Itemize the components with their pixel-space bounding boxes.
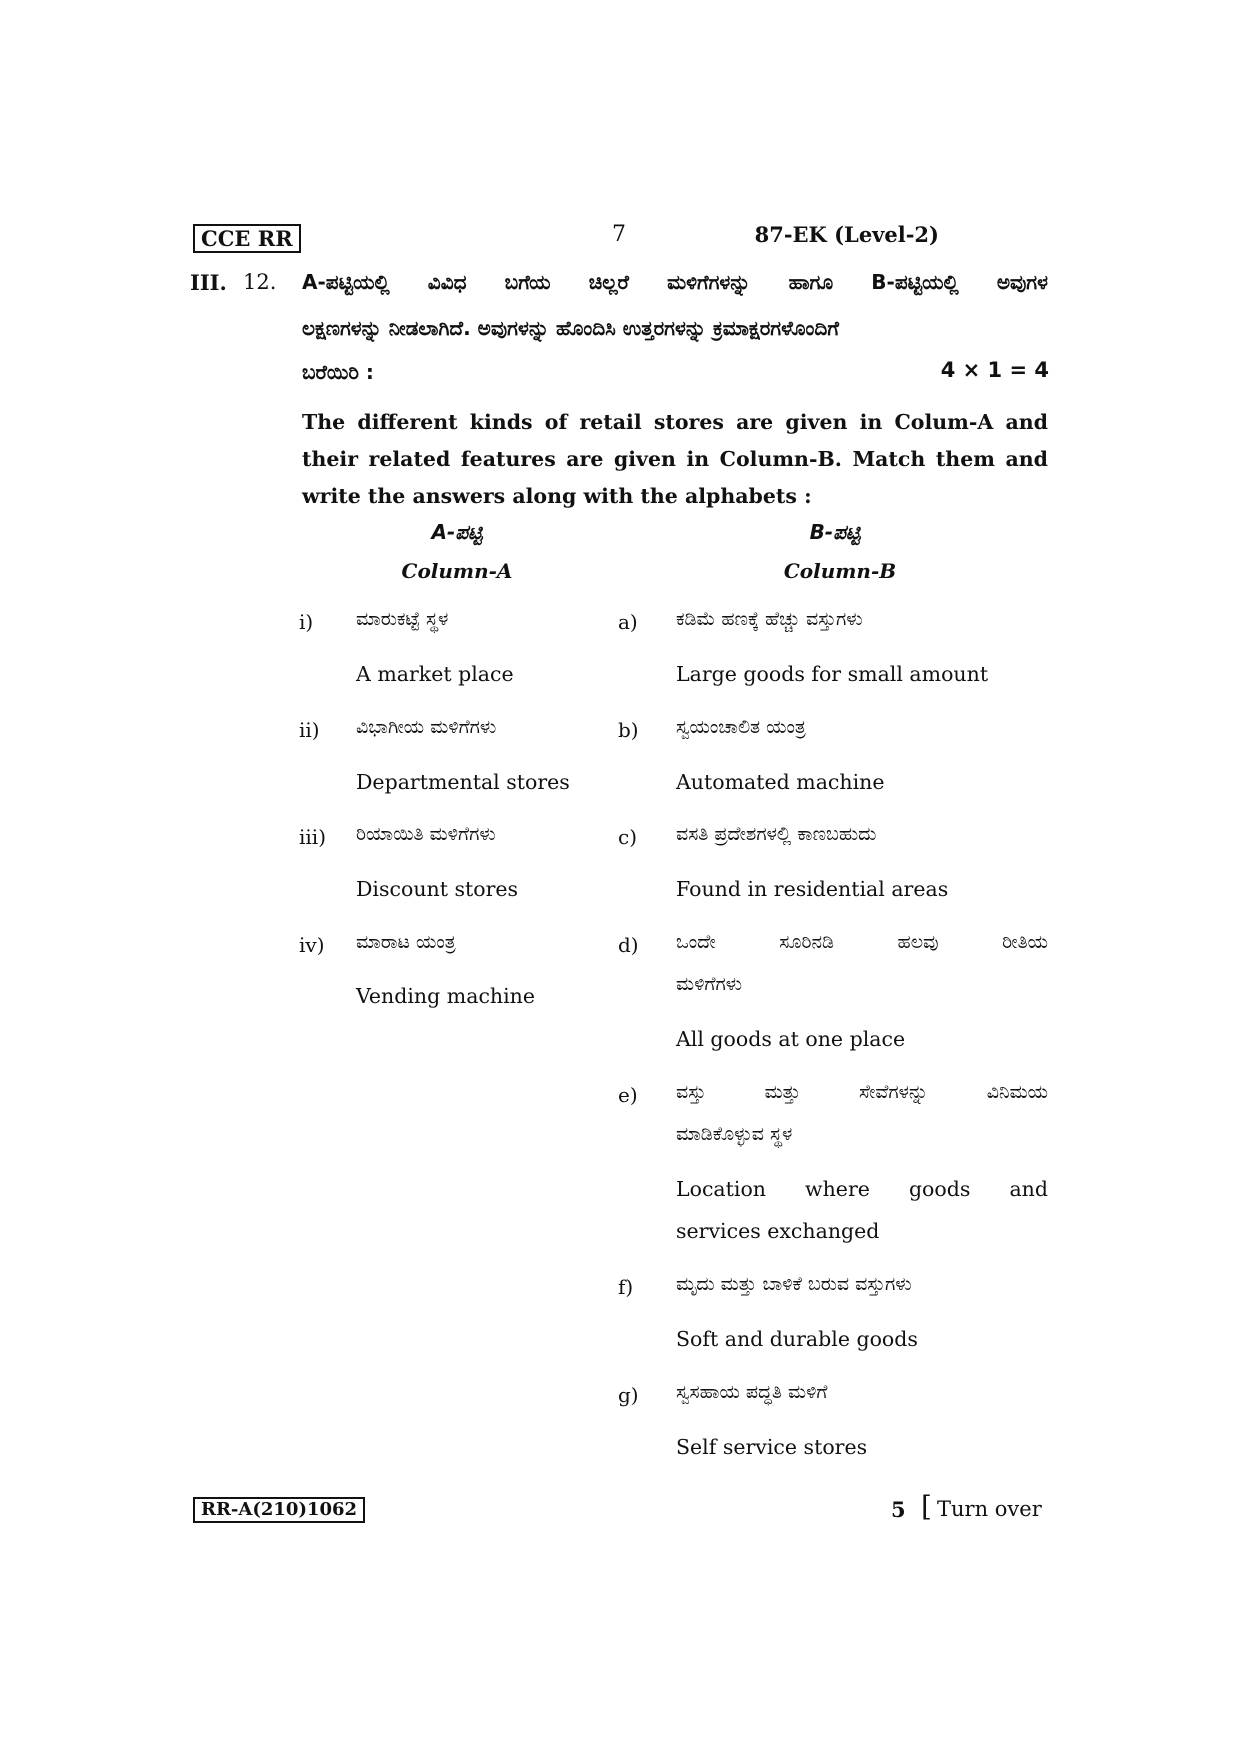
column-b-label: c) xyxy=(618,825,638,849)
column-a-english-item: A market place xyxy=(356,662,514,686)
column-a-label: ii) xyxy=(299,718,320,742)
column-b-kannada-item: ಒಂದೇ ಸೂರಿನಡಿ ಹಲವು ರೀತಿಯ xyxy=(676,931,1048,953)
column-a-kannada-item: ವಿಭಾಗೀಯ ಮಳಿಗೆಗಳು xyxy=(356,716,497,738)
column-b-kannada-item: ವಸ್ತು ಮತ್ತು ಸೇವೆಗಳನ್ನು ವಿನಿಮಯ xyxy=(676,1081,1048,1103)
column-b-kannada-item: ಕಡಿಮೆ ಹಣಕ್ಕೆ ಹೆಚ್ಚು ವಸ್ತುಗಳು xyxy=(676,608,863,630)
column-b-english-item: Location where goods and xyxy=(676,1177,1048,1201)
page-number: 7 xyxy=(612,222,626,247)
column-a-label: i) xyxy=(299,610,314,634)
column-a-kannada-item: ಮಾರುಕಟ್ಟೆ ಸ್ಥಳ xyxy=(356,608,449,630)
column-b-english-item: Self service stores xyxy=(676,1435,868,1459)
column-b-english-item-continued: services exchanged xyxy=(676,1219,880,1243)
paper-title: 87-EK (Level-2) xyxy=(754,222,939,247)
column-a-kannada-item: ಮಾರಾಟ ಯಂತ್ರ xyxy=(356,931,456,953)
column-b-english-item: All goods at one place xyxy=(676,1027,906,1051)
column-b-label: e) xyxy=(618,1083,638,1107)
column-b-heading: Column-B xyxy=(783,559,897,583)
column-a-label: iv) xyxy=(299,933,325,957)
kannada-instruction-line-3: ಬರೆಯಿರಿ : xyxy=(302,360,374,384)
column-b-label: b) xyxy=(618,718,639,742)
section-number: III. xyxy=(190,270,227,295)
question-number: 12. xyxy=(243,270,277,294)
column-b-kannada-item: ವಸತಿ ಪ್ರದೇಶಗಳಲ್ಲಿ ಕಾಣಬಹುದು xyxy=(676,823,877,845)
english-instruction: The different kinds of retail stores are given in Colum-A and their related features are given in Column-B. Match them and write the answers along with the alphabets : xyxy=(302,410,1048,508)
kannada-instruction-line-2: ಲಕ್ಷಣಗಳನ್ನು ನೀಡಲಾಗಿದೆ. ಅವುಗಳನ್ನು ಹೊಂದಿಸಿ ಉತ್ತರಗಳನ್ನು ಕ್ರಮಾಕ್ಷರಗಳೊಂದಿಗೆ xyxy=(302,316,839,340)
turn-over-text: Turn over xyxy=(937,1497,1042,1521)
kannada-instruction-line-1: A-ಪಟ್ಟಿಯಲ್ಲಿ ವಿವಿಧ ಬಗೆಯ ಚಿಲ್ಲರೆ ಮಳಿಗೆಗಳನ್ನು ಹಾಗೂ B-ಪಟ್ಟಿಯಲ್ಲಿ ಅವುಗಳ xyxy=(302,270,1048,294)
sheet-number: 5 xyxy=(891,1497,906,1522)
column-a-label: iii) xyxy=(299,825,326,849)
column-b-label: g) xyxy=(618,1383,639,1407)
column-b-label: f) xyxy=(618,1275,634,1299)
column-a-kannada-heading: A-ಪಟ್ಟಿ xyxy=(431,520,483,544)
column-b-english-item: Automated machine xyxy=(676,770,885,794)
column-a-english-item: Discount stores xyxy=(356,877,519,901)
column-a-kannada-item: ರಿಯಾಯಿತಿ ಮಳಿಗೆಗಳು xyxy=(356,823,496,845)
column-a-english-item: Vending machine xyxy=(356,984,536,1008)
column-b-english-item: Found in residential areas xyxy=(676,877,949,901)
footer-bracket: [ xyxy=(921,1490,932,1523)
column-b-english-item: Large goods for small amount xyxy=(676,662,989,686)
footer-code-box: RR-A(210)1062 xyxy=(193,1497,365,1523)
column-b-english-item: Soft and durable goods xyxy=(676,1327,918,1351)
column-b-kannada-item: ಸ್ವಸಹಾಯ ಪದ್ಧತಿ ಮಳಿಗೆ xyxy=(676,1381,828,1403)
column-b-label: a) xyxy=(618,610,638,634)
column-b-kannada-item: ಮೃದು ಮತ್ತು ಬಾಳಿಕೆ ಬರುವ ವಸ್ತುಗಳು xyxy=(676,1273,912,1295)
column-b-kannada-item-continued: ಮಾಡಿಕೊಳ್ಳುವ ಸ್ಥಳ xyxy=(676,1123,793,1145)
paper-code-box: CCE RR xyxy=(193,224,301,253)
column-b-kannada-item-continued: ಮಳಿಗೆಗಳು xyxy=(676,973,743,995)
column-b-kannada-heading: B-ಪಟ್ಟಿ xyxy=(809,520,861,544)
column-a-english-item: Departmental stores xyxy=(356,770,570,794)
column-a-heading: Column-A xyxy=(401,559,513,583)
column-b-kannada-item: ಸ್ವಯಂಚಾಲಿತ ಯಂತ್ರ xyxy=(676,716,806,738)
marks-allocation: 4 × 1 = 4 xyxy=(940,358,1049,382)
column-b-label: d) xyxy=(618,933,639,957)
